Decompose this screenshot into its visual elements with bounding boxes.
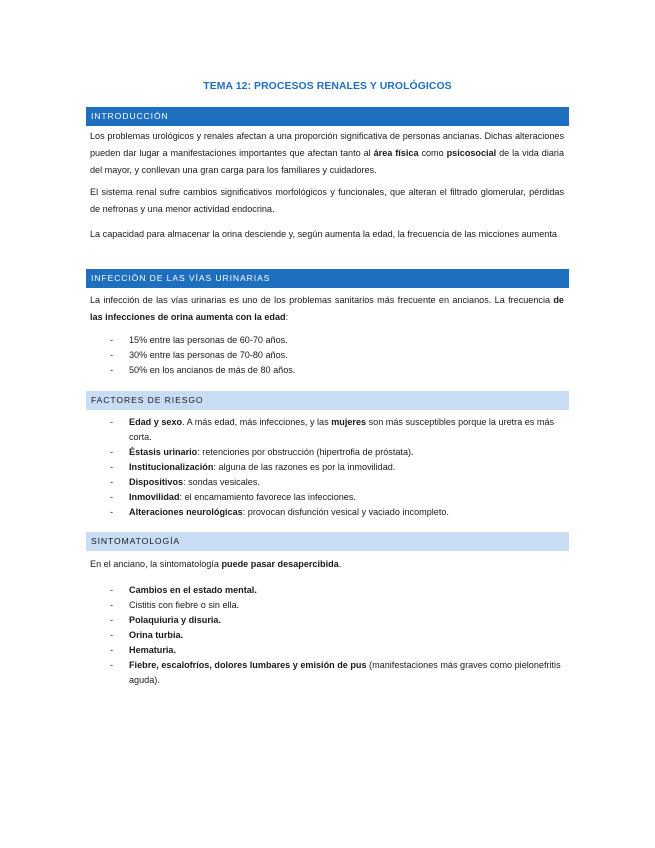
infeccion-frequency-list xyxy=(90,333,564,378)
intro-paragraph-3: La capacidad para almacenar la orina desciende y, según aumenta la edad, la frecuencia de las micciones aumenta xyxy=(90,229,557,239)
sintomas-paragraph: En el anciano, la sintomatología puede pasar desapercibida. xyxy=(90,559,342,569)
list-item: - Orina turbia. xyxy=(110,630,184,640)
section-heading-factores: FACTORES DE RIESGO xyxy=(86,391,569,410)
list-item: - 50% en los ancianos de más de 80 años. xyxy=(110,365,296,375)
document-title: TEMA 12: PROCESOS RENALES Y UROLÓGICOS xyxy=(203,81,452,92)
intro-paragraph-1: Los problemas urológicos y renales afectan a una proporción significativa de personas ancianas. Dichas alteraciones pueden dar lugar a manifestaciones importantes que afectan tanto al área física como psicosocial de la vida diaria del mayor, y conllevan una gran carga para los familiares y cuidadores. xyxy=(90,131,565,175)
list-item: - Hematuria. xyxy=(110,645,177,655)
list-item: - Alteraciones neurológicas: provocan disfunción vesical y vaciado incompleto. xyxy=(110,507,449,517)
list-item: - Cambios en el estado mental. xyxy=(110,585,257,595)
list-item: - Polaquiuria y disuria. xyxy=(110,615,221,625)
infeccion-paragraph: La infección de las vías urinarias es uno de los problemas sanitarios más frecuente en ancianos. La frecuencia de las infecciones de orina aumenta con la edad: xyxy=(90,295,564,322)
factores-list xyxy=(90,415,564,520)
section-heading-sintomatologia: SINTOMATOLOGÍA xyxy=(86,532,569,551)
list-item: - Dispositivos: sondas vesicales. xyxy=(110,477,260,487)
sintomas-list xyxy=(90,583,564,688)
list-item: - 15% entre las personas de 60-70 años. xyxy=(110,335,288,345)
list-item: - Institucionalización: alguna de las razones es por la inmovilidad. xyxy=(110,462,396,472)
list-item: - Inmovilidad: el encamamiento favorece las infecciones. xyxy=(110,492,356,502)
list-item: - Cistitis con fiebre o sin ella. xyxy=(110,600,240,610)
list-item: - 30% entre las personas de 70-80 años. xyxy=(110,350,288,360)
list-item: - Éstasis urinario: retenciones por obstrucción (hipertrofia de próstata). xyxy=(110,447,414,457)
intro-paragraph-2: El sistema renal sufre cambios significativos morfológicos y funcionales, que alteran el filtrado glomerular, pérdidas de nefronas y una menor actividad endocrina. xyxy=(90,187,564,214)
list-item: - Fiebre, escalofríos, dolores lumbares y emisión de pus (manifestaciones más graves como pielonefritis aguda). xyxy=(110,660,561,685)
section-heading-infeccion: INFECCIÓN DE LAS VÍAS URINARIAS xyxy=(86,269,569,288)
section-heading-introduccion: INTRODUCCIÓN xyxy=(86,107,569,126)
list-item: - Edad y sexo. A más edad, más infecciones, y las mujeres son más susceptibles porque la uretra es más corta. xyxy=(110,417,555,442)
